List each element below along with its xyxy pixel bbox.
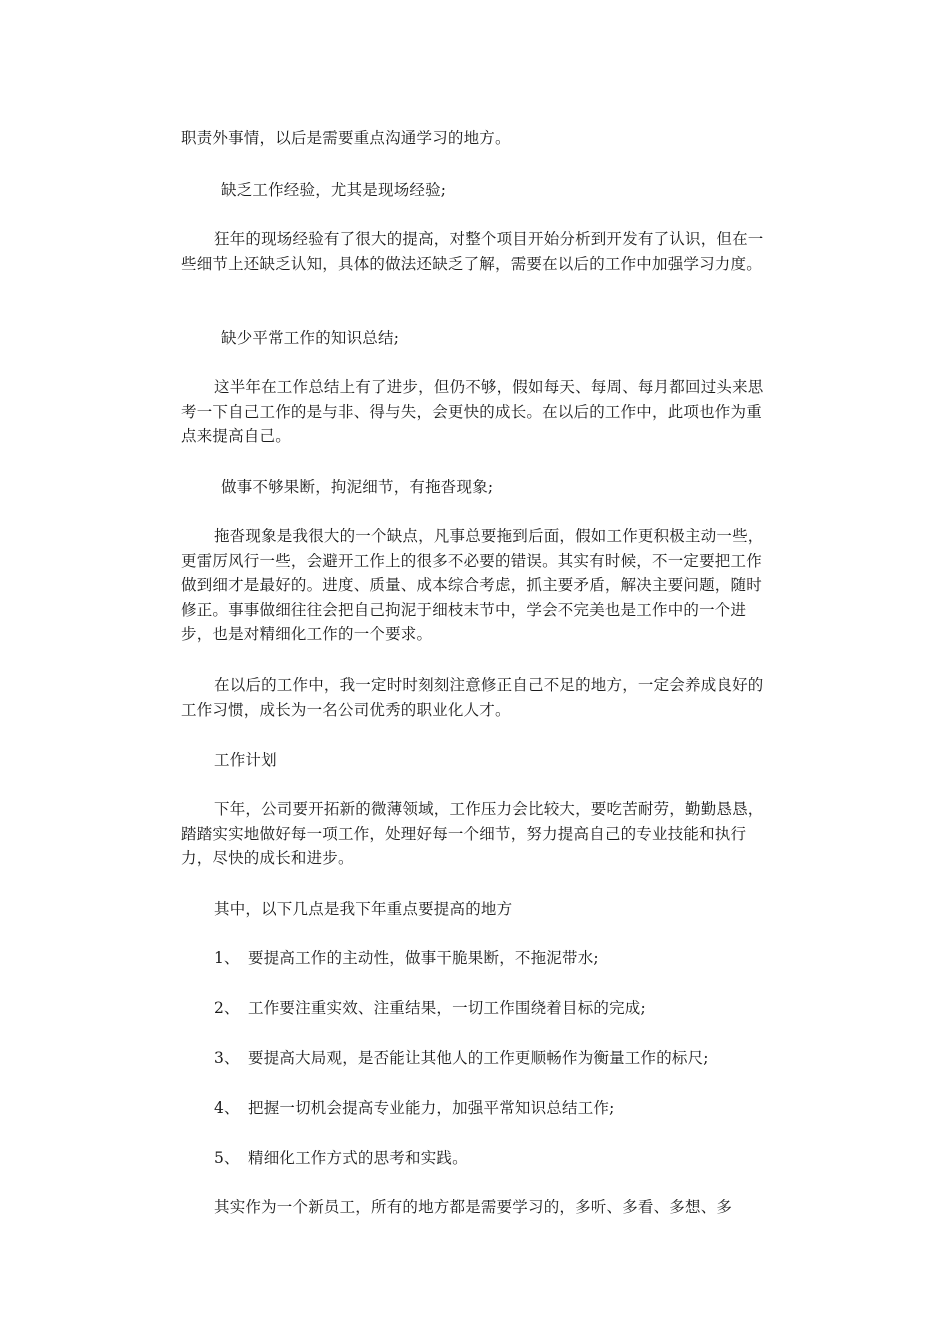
list-item (214, 996, 774, 1021)
list-item (214, 1096, 774, 1121)
subheading-lack-experience: 缺乏工作经验，尤其是现场经验; (221, 181, 447, 199)
list-text: 工作要注重实效、注重结果，一切工作围绕着目标的完成; (248, 999, 646, 1017)
paragraph-key-points-intro: 其中，以下几点是我下年重点要提高的地方 (214, 900, 513, 918)
list-item (214, 1146, 774, 1171)
list-number: 4、 (214, 1099, 240, 1117)
paragraph-experience: 狂年的现场经验有了很大的提高，对整个项目开始分析到开发有了认识，但在一些细节上还缺乏认知，具体的做法还缺乏了解，需要在以后的工作中加强学习力度。 (181, 230, 764, 273)
subheading-lack-summary: 缺少平常工作的知识总结; (221, 329, 400, 347)
subheading-indecisive: 做事不够果断，拘泥细节，有拖沓现象; (221, 478, 494, 496)
list-number: 3、 (214, 1049, 240, 1067)
heading-work-plan: 工作计划 (214, 751, 277, 769)
list-number: 2、 (214, 999, 240, 1017)
paragraph-summary: 这半年在工作总结上有了进步，但仍不够，假如每天、每周、每月都回过头来思考一下自己工作的是与非、得与失，会更快的成长。在以后的工作中，此项也作为重点来提高自己。 (181, 378, 764, 445)
paragraph-continuation: 职责外事情，以后是需要重点沟通学习的地方。 (181, 129, 511, 147)
list-text: 精细化工作方式的思考和实践。 (248, 1149, 468, 1167)
paragraph-improvement: 在以后的工作中，我一定时时刻刻注意修正自己不足的地方，一定会养成良好的工作习惯，成长为一名公司优秀的职业化人才。 (181, 676, 764, 719)
list-number: 1、 (214, 949, 240, 967)
paragraph-procrastination: 拖沓现象是我很大的一个缺点，凡事总要拖到后面，假如工作更积极主动一些，更雷厉风行一些，会避开工作上的很多不必要的错误。其实有时候，不一定要把工作做到细才是最好的。进度、质量、成本综合考虑，抓主要矛盾，解决主要问题，随时修正。事事做细往往会把自己拘泥于细枝末节中，学会不完美也是工作中的一个进步，也是对精细化工作的一个要求。 (181, 527, 764, 643)
list-text: 把握一切机会提高专业能力，加强平常知识总结工作; (248, 1099, 615, 1117)
paragraph-next-year: 下年，公司要开拓新的微薄领域，工作压力会比较大，要吃苦耐劳，勤勤恳恳，踏踏实实地做好每一项工作，处理好每一个细节，努力提高自己的专业技能和执行力，尽快的成长和进步。 (181, 800, 764, 867)
list-text: 要提高大局观，是否能让其他人的工作更顺畅作为衡量工作的标尺; (248, 1049, 709, 1067)
list-item (214, 1046, 774, 1071)
list-number: 5、 (214, 1149, 240, 1167)
paragraph-new-employee: 其实作为一个新员工，所有的地方都是需要学习的，多听、多看、多想、多 (214, 1198, 733, 1216)
list-text: 要提高工作的主动性，做事干脆果断，不拖泥带水; (248, 949, 599, 967)
list-item (214, 946, 774, 971)
